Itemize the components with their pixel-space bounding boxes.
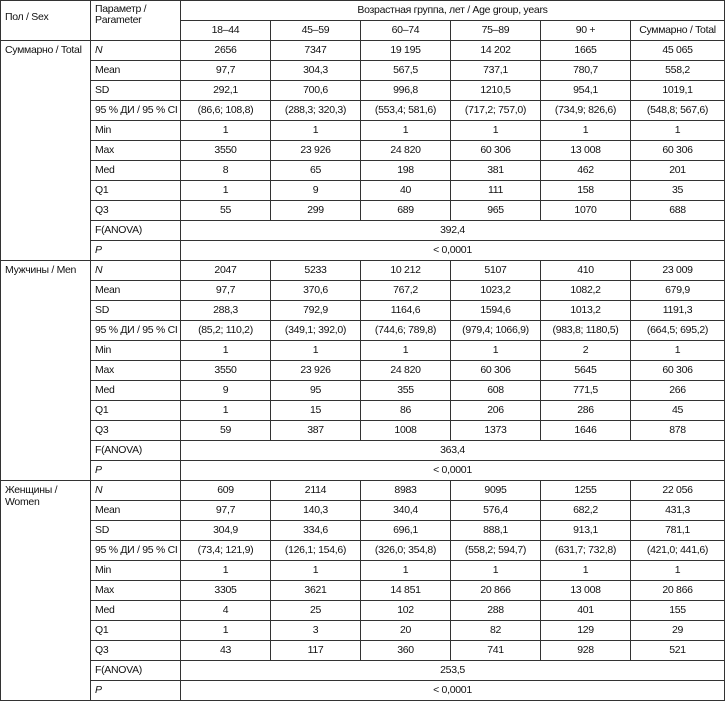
value-cell: 521 — [631, 641, 725, 661]
f-anova-label: F(ANOVA) — [91, 661, 181, 681]
table-row — [1, 421, 725, 441]
value-cell: 10 212 — [361, 261, 451, 281]
value-cell: (288,3; 320,3) — [271, 101, 361, 121]
value-cell: 8983 — [361, 481, 451, 501]
sex-group-label: Женщины / Women — [1, 481, 91, 701]
value-cell: 2114 — [271, 481, 361, 501]
value-cell: 1 — [631, 561, 725, 581]
value-cell: 13 008 — [541, 581, 631, 601]
value-cell: 1191,3 — [631, 301, 725, 321]
value-cell: (717,2; 757,0) — [451, 101, 541, 121]
table-row — [1, 101, 725, 121]
value-cell: (326,0; 354,8) — [361, 541, 451, 561]
value-cell: 24 820 — [361, 361, 451, 381]
header-parameter: Параметр / Parameter — [91, 1, 181, 41]
value-cell: 689 — [361, 201, 451, 221]
value-cell: 60 306 — [631, 361, 725, 381]
table-row — [1, 161, 725, 181]
value-cell: 3305 — [181, 581, 271, 601]
p-label: P — [91, 681, 181, 701]
value-cell: 22 056 — [631, 481, 725, 501]
value-cell: 682,2 — [541, 501, 631, 521]
value-cell: 23 009 — [631, 261, 725, 281]
table-row — [1, 201, 725, 221]
value-cell: 1665 — [541, 41, 631, 61]
value-cell: (979,4; 1066,9) — [451, 321, 541, 341]
value-cell: (664,5; 695,2) — [631, 321, 725, 341]
value-cell: (744,6; 789,8) — [361, 321, 451, 341]
value-cell: 1 — [181, 561, 271, 581]
table-row-f-anova — [1, 661, 725, 681]
value-cell: 86 — [361, 401, 451, 421]
table-row — [1, 481, 725, 501]
value-cell: 288 — [451, 601, 541, 621]
value-cell: 696,1 — [361, 521, 451, 541]
parameter-label: Min — [91, 341, 181, 361]
value-cell: 20 866 — [451, 581, 541, 601]
value-cell: 97,7 — [181, 61, 271, 81]
table-row-p-value — [1, 461, 725, 481]
table-row — [1, 81, 725, 101]
value-cell: 288,3 — [181, 301, 271, 321]
value-cell: 1 — [181, 121, 271, 141]
p-value: < 0,0001 — [181, 241, 725, 261]
parameter-label: N — [91, 261, 181, 281]
value-cell: 3550 — [181, 141, 271, 161]
value-cell: 780,7 — [541, 61, 631, 81]
value-cell: 3550 — [181, 361, 271, 381]
value-cell: (86,6; 108,8) — [181, 101, 271, 121]
header-age-total: Суммарно / Total — [631, 21, 725, 41]
value-cell: 5107 — [451, 261, 541, 281]
value-cell: (983,8; 1180,5) — [541, 321, 631, 341]
table-row — [1, 601, 725, 621]
value-cell: 741 — [451, 641, 541, 661]
value-cell: 1 — [361, 121, 451, 141]
value-cell: 1594,6 — [451, 301, 541, 321]
value-cell: 7347 — [271, 41, 361, 61]
value-cell: 5645 — [541, 361, 631, 381]
value-cell: 201 — [631, 161, 725, 181]
value-cell: 14 202 — [451, 41, 541, 61]
table-row — [1, 341, 725, 361]
value-cell: 59 — [181, 421, 271, 441]
p-value: < 0,0001 — [181, 461, 725, 481]
value-cell: 1070 — [541, 201, 631, 221]
parameter-label: N — [91, 481, 181, 501]
value-cell: 1 — [451, 121, 541, 141]
header-age-group: Возрастная группа, лет / Age group, years — [181, 1, 725, 21]
value-cell: 1 — [361, 341, 451, 361]
value-cell: 609 — [181, 481, 271, 501]
value-cell: 1646 — [541, 421, 631, 441]
value-cell: (73,4; 121,9) — [181, 541, 271, 561]
value-cell: 111 — [451, 181, 541, 201]
sex-group-label: Суммарно / Total — [1, 41, 91, 261]
value-cell: 355 — [361, 381, 451, 401]
value-cell: 155 — [631, 601, 725, 621]
table-row-p-value — [1, 241, 725, 261]
parameter-label: Mean — [91, 281, 181, 301]
value-cell: 888,1 — [451, 521, 541, 541]
table-row — [1, 61, 725, 81]
value-cell: 1 — [451, 341, 541, 361]
value-cell: 792,9 — [271, 301, 361, 321]
parameter-label: Med — [91, 381, 181, 401]
parameter-label: Q1 — [91, 401, 181, 421]
parameter-label: Mean — [91, 501, 181, 521]
value-cell: 567,5 — [361, 61, 451, 81]
parameter-label: Max — [91, 581, 181, 601]
value-cell: (421,0; 441,6) — [631, 541, 725, 561]
value-cell: 158 — [541, 181, 631, 201]
value-cell: 767,2 — [361, 281, 451, 301]
header-age-60-74: 60–74 — [361, 21, 451, 41]
value-cell: 558,2 — [631, 61, 725, 81]
value-cell: 129 — [541, 621, 631, 641]
value-cell: 97,7 — [181, 281, 271, 301]
value-cell: 340,4 — [361, 501, 451, 521]
value-cell: 140,3 — [271, 501, 361, 521]
value-cell: (349,1; 392,0) — [271, 321, 361, 341]
value-cell: 878 — [631, 421, 725, 441]
parameter-label: Q3 — [91, 201, 181, 221]
table-row — [1, 541, 725, 561]
parameter-label: Min — [91, 561, 181, 581]
value-cell: 387 — [271, 421, 361, 441]
value-cell: 360 — [361, 641, 451, 661]
table-row — [1, 501, 725, 521]
p-label: P — [91, 461, 181, 481]
value-cell: 13 008 — [541, 141, 631, 161]
value-cell: 45 065 — [631, 41, 725, 61]
parameter-label: SD — [91, 301, 181, 321]
value-cell: 1082,2 — [541, 281, 631, 301]
value-cell: (631,7; 732,8) — [541, 541, 631, 561]
table-row — [1, 561, 725, 581]
parameter-label: Q3 — [91, 421, 181, 441]
value-cell: 117 — [271, 641, 361, 661]
p-value: < 0,0001 — [181, 681, 725, 701]
value-cell: 286 — [541, 401, 631, 421]
value-cell: 43 — [181, 641, 271, 661]
value-cell: 1 — [181, 621, 271, 641]
value-cell: 65 — [271, 161, 361, 181]
f-anova-value: 363,4 — [181, 441, 725, 461]
value-cell: 19 195 — [361, 41, 451, 61]
table-row-f-anova — [1, 221, 725, 241]
parameter-label: SD — [91, 521, 181, 541]
value-cell: 1 — [271, 341, 361, 361]
value-cell: 3 — [271, 621, 361, 641]
table-body — [1, 41, 725, 701]
value-cell: 965 — [451, 201, 541, 221]
parameter-label: 95 % ДИ / 95 % CI — [91, 101, 181, 121]
parameter-label: Q3 — [91, 641, 181, 661]
value-cell: 1 — [181, 181, 271, 201]
value-cell: 1 — [631, 341, 725, 361]
value-cell: 1008 — [361, 421, 451, 441]
value-cell: 304,3 — [271, 61, 361, 81]
value-cell: 431,3 — [631, 501, 725, 521]
value-cell: 688 — [631, 201, 725, 221]
value-cell: 679,9 — [631, 281, 725, 301]
value-cell: 737,1 — [451, 61, 541, 81]
table-row — [1, 181, 725, 201]
header-sex: Пол / Sex — [1, 1, 91, 41]
table-row — [1, 401, 725, 421]
value-cell: 14 851 — [361, 581, 451, 601]
table-header — [1, 1, 725, 41]
value-cell: (734,9; 826,6) — [541, 101, 631, 121]
value-cell: 23 926 — [271, 361, 361, 381]
value-cell: 1373 — [451, 421, 541, 441]
p-label: P — [91, 241, 181, 261]
f-anova-label: F(ANOVA) — [91, 221, 181, 241]
value-cell: 25 — [271, 601, 361, 621]
value-cell: 1 — [541, 561, 631, 581]
value-cell: 8 — [181, 161, 271, 181]
parameter-label: Max — [91, 361, 181, 381]
value-cell: (558,2; 594,7) — [451, 541, 541, 561]
value-cell: 206 — [451, 401, 541, 421]
header-age-75-89: 75–89 — [451, 21, 541, 41]
parameter-label: 95 % ДИ / 95 % CI — [91, 541, 181, 561]
value-cell: 1210,5 — [451, 81, 541, 101]
value-cell: 1 — [361, 561, 451, 581]
table-row — [1, 281, 725, 301]
value-cell: 95 — [271, 381, 361, 401]
parameter-label: Q1 — [91, 181, 181, 201]
value-cell: 1013,2 — [541, 301, 631, 321]
parameter-label: 95 % ДИ / 95 % CI — [91, 321, 181, 341]
value-cell: 781,1 — [631, 521, 725, 541]
value-cell: 60 306 — [451, 361, 541, 381]
f-anova-value: 392,4 — [181, 221, 725, 241]
value-cell: 5233 — [271, 261, 361, 281]
sex-group-label: Мужчины / Men — [1, 261, 91, 481]
value-cell: 9 — [271, 181, 361, 201]
table-row — [1, 301, 725, 321]
value-cell: 9 — [181, 381, 271, 401]
value-cell: 304,9 — [181, 521, 271, 541]
table-row — [1, 581, 725, 601]
value-cell: 1023,2 — [451, 281, 541, 301]
value-cell: 410 — [541, 261, 631, 281]
parameter-label: Med — [91, 161, 181, 181]
value-cell: 82 — [451, 621, 541, 641]
parameter-label: Max — [91, 141, 181, 161]
value-cell: 23 926 — [271, 141, 361, 161]
table-row — [1, 361, 725, 381]
header-age-18-44: 18–44 — [181, 21, 271, 41]
value-cell: 40 — [361, 181, 451, 201]
value-cell: 1255 — [541, 481, 631, 501]
value-cell: 608 — [451, 381, 541, 401]
value-cell: 1164,6 — [361, 301, 451, 321]
table-row-p-value — [1, 681, 725, 701]
value-cell: 462 — [541, 161, 631, 181]
value-cell: 299 — [271, 201, 361, 221]
value-cell: 334,6 — [271, 521, 361, 541]
value-cell: 45 — [631, 401, 725, 421]
value-cell: 954,1 — [541, 81, 631, 101]
parameter-label: SD — [91, 81, 181, 101]
header-age-90-plus: 90 + — [541, 21, 631, 41]
table-row — [1, 521, 725, 541]
value-cell: 198 — [361, 161, 451, 181]
table-row — [1, 41, 725, 61]
value-cell: 1 — [541, 121, 631, 141]
value-cell: 2047 — [181, 261, 271, 281]
value-cell: 928 — [541, 641, 631, 661]
value-cell: 576,4 — [451, 501, 541, 521]
value-cell: 1 — [631, 121, 725, 141]
parameter-label: Q1 — [91, 621, 181, 641]
value-cell: 4 — [181, 601, 271, 621]
value-cell: 2 — [541, 341, 631, 361]
value-cell: 97,7 — [181, 501, 271, 521]
value-cell: 2656 — [181, 41, 271, 61]
value-cell: (548,8; 567,6) — [631, 101, 725, 121]
value-cell: 381 — [451, 161, 541, 181]
f-anova-value: 253,5 — [181, 661, 725, 681]
parameter-label: Mean — [91, 61, 181, 81]
table-row — [1, 381, 725, 401]
header-age-45-59: 45–59 — [271, 21, 361, 41]
value-cell: 20 — [361, 621, 451, 641]
value-cell: 1019,1 — [631, 81, 725, 101]
value-cell: 1 — [271, 121, 361, 141]
value-cell: 102 — [361, 601, 451, 621]
table-row — [1, 321, 725, 341]
value-cell: 1 — [451, 561, 541, 581]
value-cell: 29 — [631, 621, 725, 641]
table-row — [1, 621, 725, 641]
value-cell: 700,6 — [271, 81, 361, 101]
table-row — [1, 121, 725, 141]
value-cell: 996,8 — [361, 81, 451, 101]
f-anova-label: F(ANOVA) — [91, 441, 181, 461]
value-cell: (85,2; 110,2) — [181, 321, 271, 341]
value-cell: 292,1 — [181, 81, 271, 101]
value-cell: (126,1; 154,6) — [271, 541, 361, 561]
value-cell: 913,1 — [541, 521, 631, 541]
table-row — [1, 261, 725, 281]
value-cell: 1 — [181, 341, 271, 361]
value-cell: 266 — [631, 381, 725, 401]
value-cell: 15 — [271, 401, 361, 421]
value-cell: 3621 — [271, 581, 361, 601]
value-cell: 35 — [631, 181, 725, 201]
table-row-f-anova — [1, 441, 725, 461]
value-cell: (553,4; 581,6) — [361, 101, 451, 121]
value-cell: 60 306 — [631, 141, 725, 161]
value-cell: 401 — [541, 601, 631, 621]
value-cell: 1 — [271, 561, 361, 581]
value-cell: 24 820 — [361, 141, 451, 161]
value-cell: 20 866 — [631, 581, 725, 601]
value-cell: 370,6 — [271, 281, 361, 301]
parameter-label: N — [91, 41, 181, 61]
value-cell: 9095 — [451, 481, 541, 501]
parameter-label: Min — [91, 121, 181, 141]
table-row — [1, 141, 725, 161]
parameter-label: Med — [91, 601, 181, 621]
value-cell: 771,5 — [541, 381, 631, 401]
table-row — [1, 641, 725, 661]
value-cell: 1 — [181, 401, 271, 421]
value-cell: 60 306 — [451, 141, 541, 161]
value-cell: 55 — [181, 201, 271, 221]
